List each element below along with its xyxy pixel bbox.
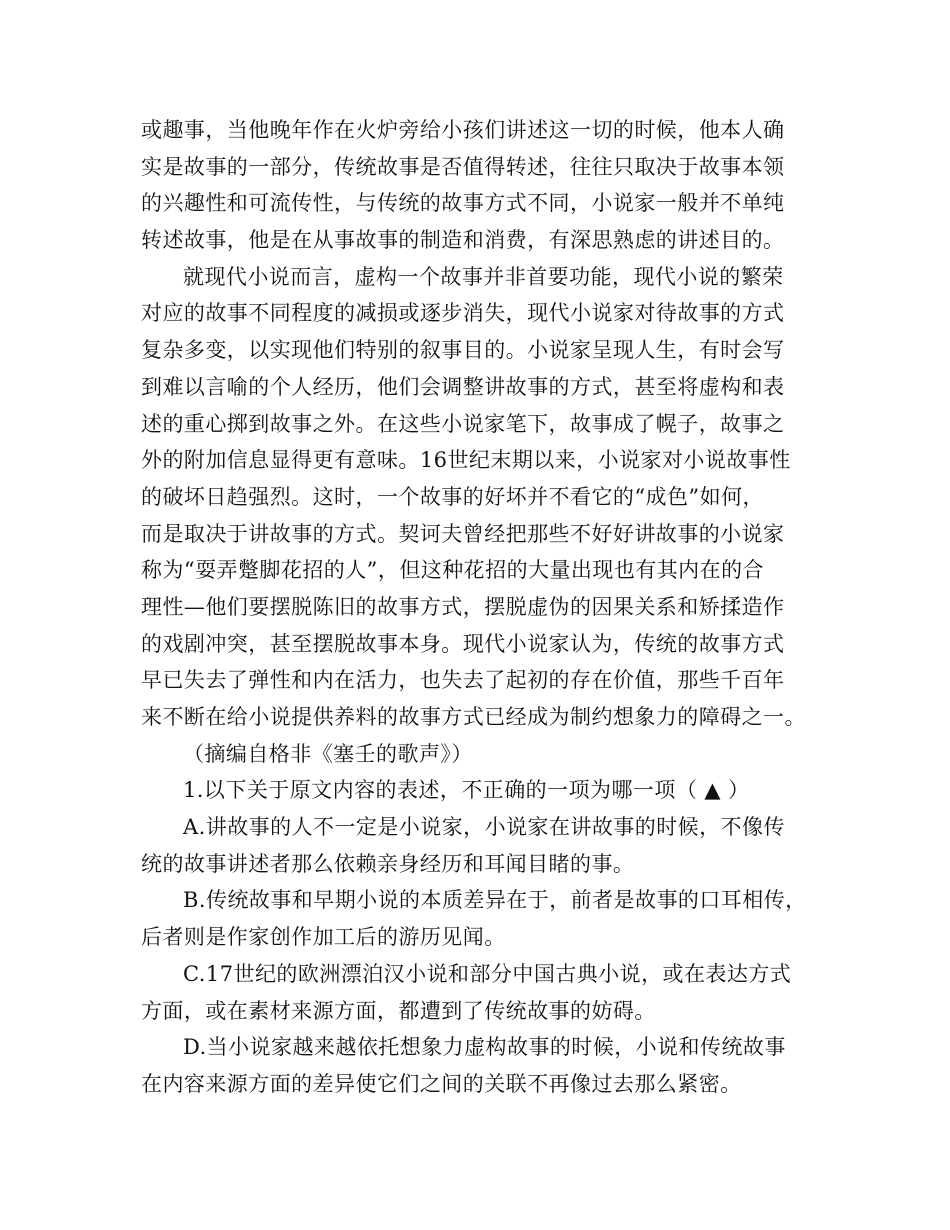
option-b: [141, 882, 817, 955]
text-line: 复杂多变，以实现他们特别的叙事目的。小说家呈现人生，有时会写: [141, 338, 785, 363]
text-line: 对应的故事不同程度的减损或逐步消失，现代小说家对待故事的方式: [141, 301, 785, 326]
option-line: 在内容来源方面的差异使它们之间的关联不再像过去那么紧密。: [141, 1071, 742, 1096]
text-line: 就现代小说而言，虚构一个故事并非首要功能，现代小说的繁荣: [183, 264, 784, 289]
text-line: 的破坏日趋强烈。这时，一个故事的好坏并不看它的“成色”如何，: [141, 484, 764, 509]
text-line: 来不断在给小说提供养料的故事方式已经成为制约想象力的障碍之一。: [141, 705, 806, 729]
paragraph-modern-novel: [141, 259, 817, 736]
question-stem: 1.以下关于原文内容的表述，不正确的一项为哪一项（ ▲ ）: [183, 778, 750, 803]
text-line: 的戏剧冲突，甚至摆脱故事本身。现代小说家认为，传统的故事方式: [141, 631, 785, 656]
text-line: 外的附加信息显得更有意味。16世纪末期以来，小说家对小说故事性: [141, 448, 791, 473]
option-line: D.当小说家越来越依托想象力虚构故事的时候，小说和传统故事: [183, 1035, 786, 1060]
option-c: [141, 956, 817, 1029]
option-line: 统的故事讲述者那么依赖亲身经历和耳闻目睹的事。: [141, 851, 635, 876]
text-line: 的兴趣性和可流传性，与传统的故事方式不同，小说家一般并不单纯: [141, 191, 785, 216]
option-d: [141, 1029, 817, 1102]
text-line: 理性—他们要摆脱陈旧的故事方式，摆脱虚伪的因果关系和矫揉造作: [141, 594, 785, 619]
text-line: 实是故事的一部分，传统故事是否值得转述，往往只取决于故事本领: [141, 154, 785, 179]
text-line: 述的重心掷到故事之外。在这些小说家笔下，故事成了幌子，故事之: [141, 411, 785, 436]
option-line: B.传统故事和早期小说的本质差异在于，前者是故事的口耳相传，: [183, 888, 807, 913]
option-line: C.17世纪的欧洲漂泊汉小说和部分中国古典小说，或在表达方式: [183, 961, 792, 986]
text-line: 而是取决于讲故事的方式。契诃夫曾经把那些不好好讲故事的小说家: [141, 521, 785, 546]
paragraph-story-tradition: [141, 112, 817, 259]
text-line: 或趣事，当他晚年作在火炉旁给小孩们讲述这一切的时候，他本人确: [141, 118, 785, 142]
text-line: 称为“耍弄蹩脚花招的人”，但这种花招的大量出现也有其内在的合: [141, 558, 764, 583]
option-line: 方面，或在素材来源方面，都遭到了传统故事的妨碍。: [141, 998, 656, 1023]
text-line: 到难以言喻的个人经历，他们会调整讲故事的方式，甚至将虚构和表: [141, 374, 785, 399]
option-a: [141, 809, 817, 882]
text-line: 转述故事，他是在从事故事的制造和消费，有深思熟虑的讲述目的。: [141, 228, 785, 253]
option-line: 后者则是作家创作加工后的游历见闻。: [141, 925, 506, 950]
text-line: 早已失去了弹性和内在活力，也失去了起初的存在价值，那些千百年: [141, 668, 785, 693]
source-citation: （摘编自格非《塞壬的歌声》）: [183, 741, 473, 766]
option-line: A.讲故事的人不一定是小说家，小说家在讲故事的时候，不像传: [183, 815, 785, 840]
document-page: [141, 112, 817, 1103]
